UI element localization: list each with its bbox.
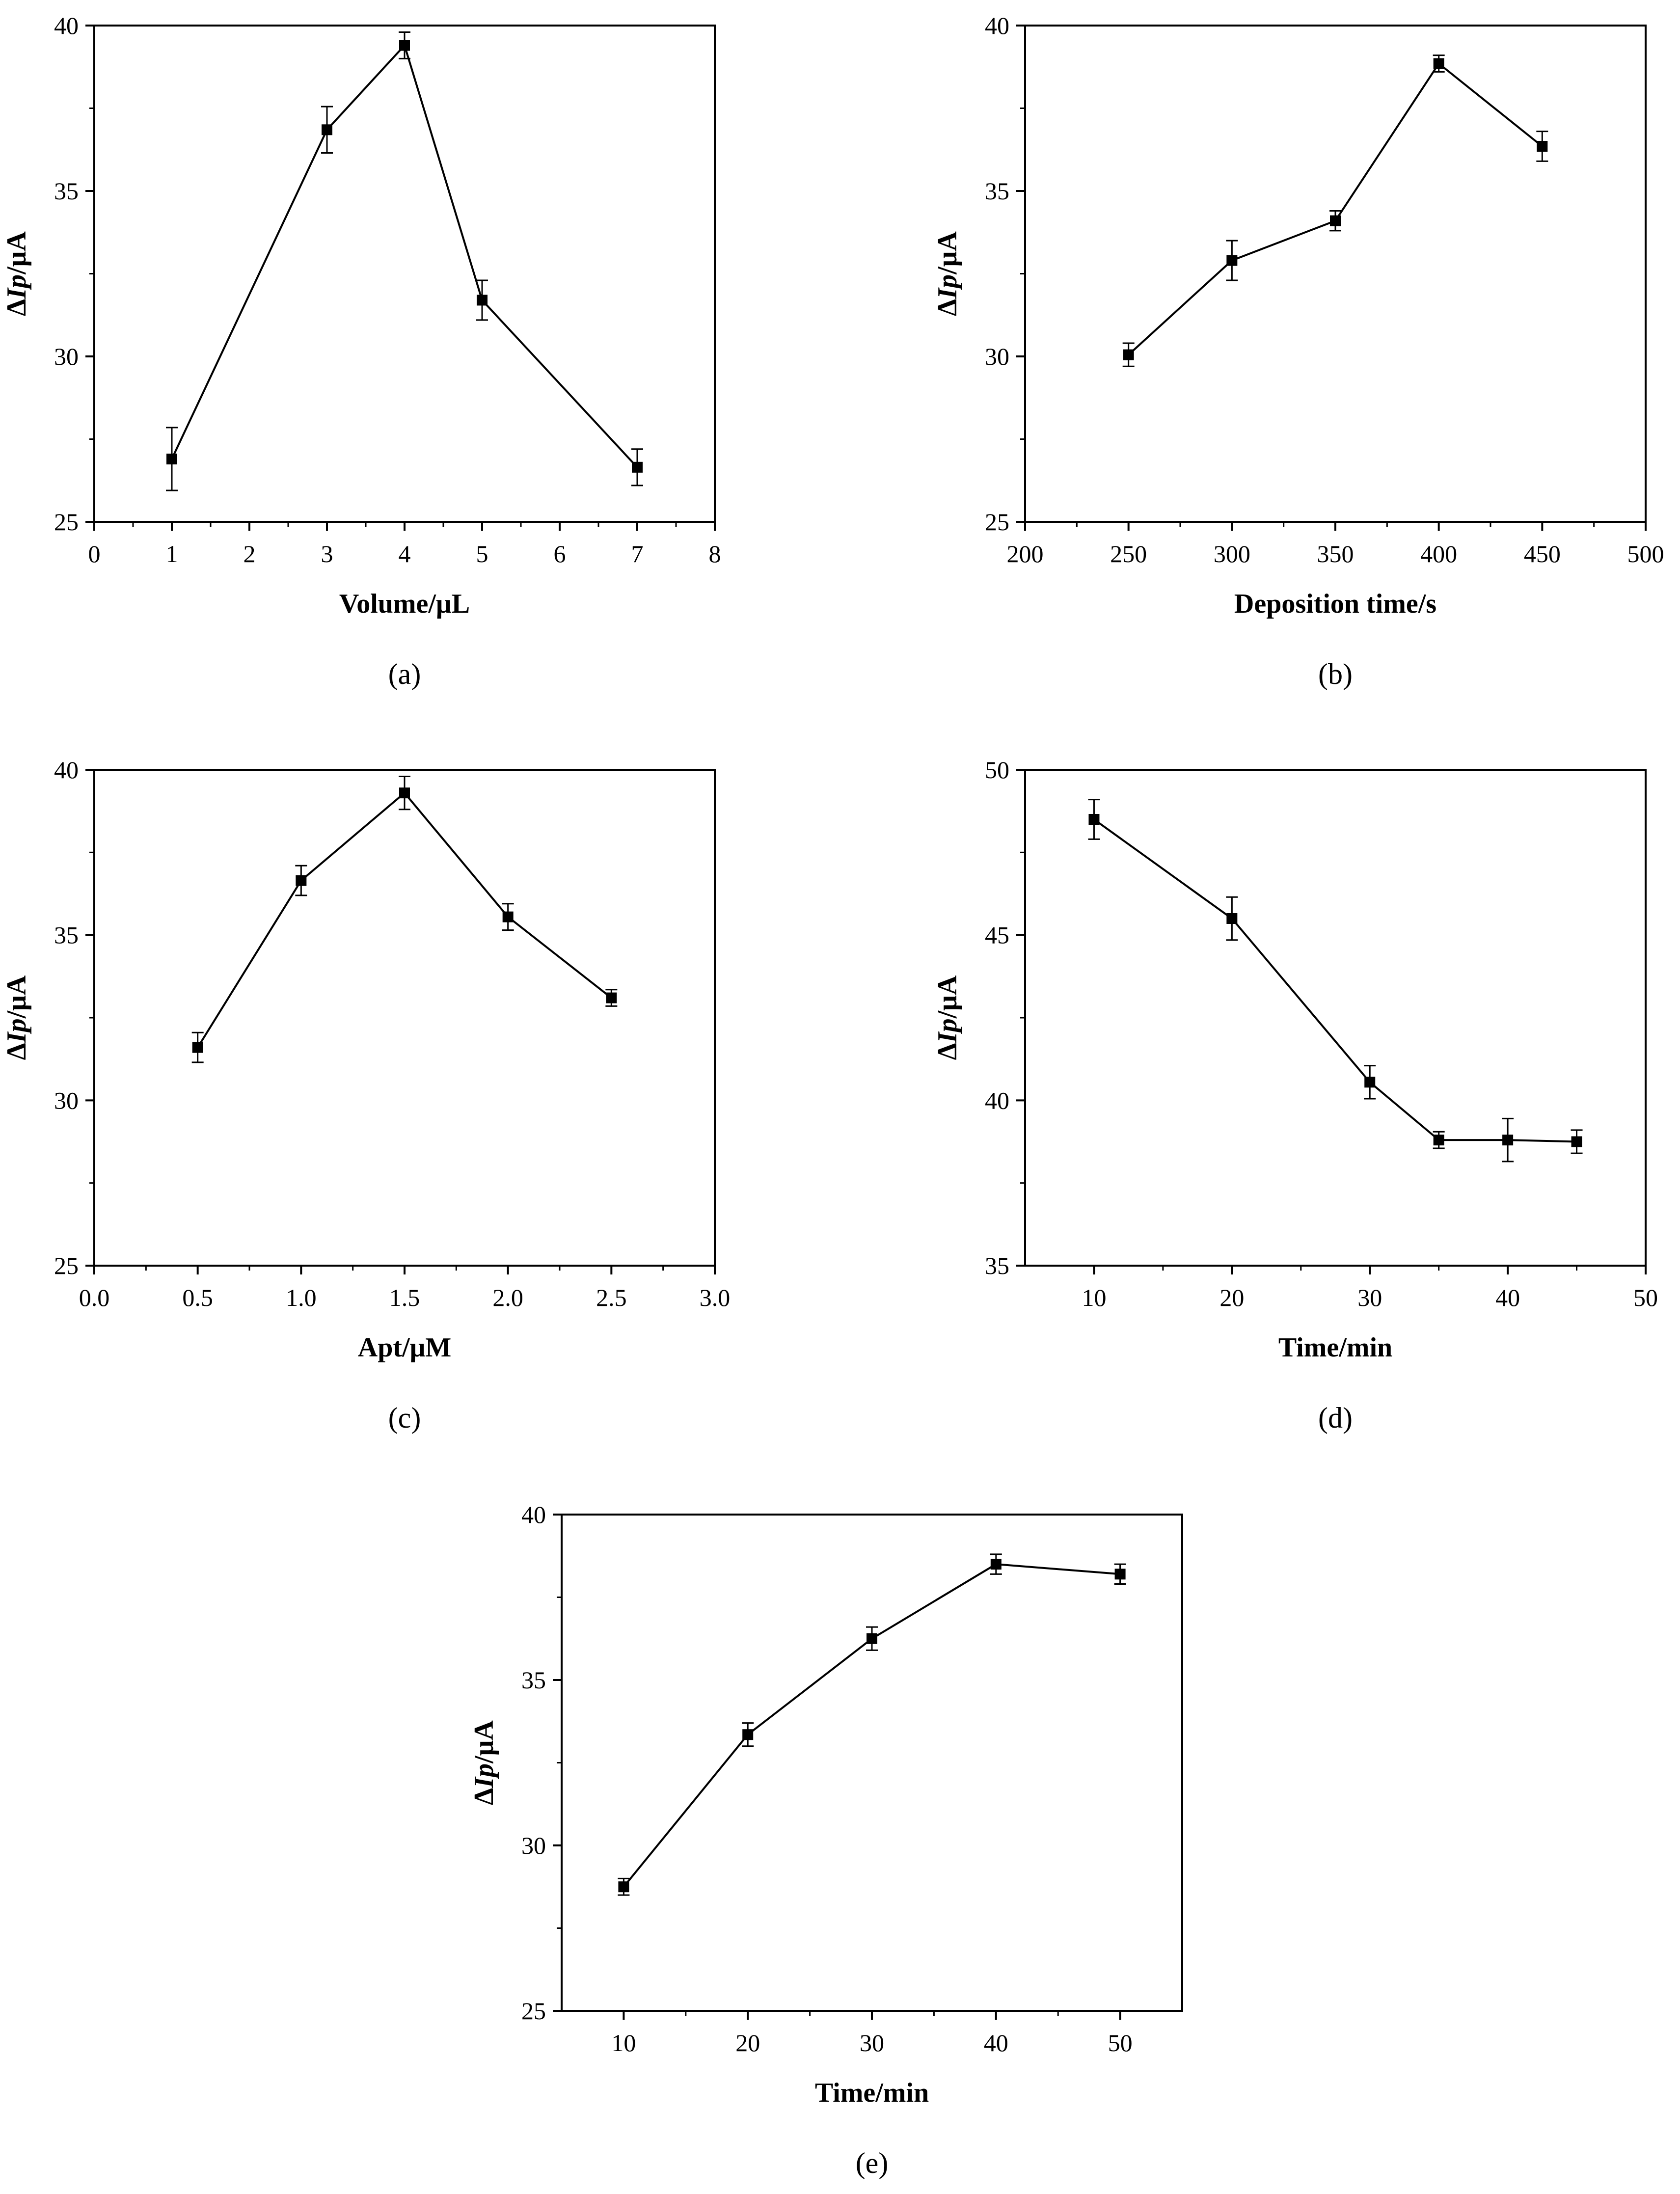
x-tick-label: 30 bbox=[860, 2029, 884, 2057]
plot-frame bbox=[94, 26, 715, 522]
y-tick-label: 50 bbox=[985, 756, 1009, 784]
y-axis-title-prefix: Δ bbox=[932, 298, 963, 316]
y-axis-title bbox=[1, 975, 32, 1060]
x-tick-label: 50 bbox=[1633, 1284, 1658, 1311]
data-point bbox=[1434, 1135, 1444, 1145]
data-point bbox=[1364, 1077, 1375, 1087]
data-point bbox=[1226, 255, 1237, 266]
chart-panel-5 bbox=[469, 1501, 1182, 2179]
x-tick-label: 2.5 bbox=[596, 1284, 627, 1311]
y-tick-label: 40 bbox=[985, 12, 1009, 39]
x-tick-label: 3 bbox=[321, 540, 333, 568]
x-tick-label: 450 bbox=[1523, 540, 1561, 568]
y-axis-title-unit: /μA bbox=[1, 975, 32, 1019]
data-point bbox=[399, 787, 410, 798]
x-tick-label: 1.5 bbox=[389, 1284, 420, 1311]
y-axis-title-prefix: Δ bbox=[1, 298, 32, 316]
x-tick-label: 30 bbox=[1357, 1284, 1382, 1311]
panel-label: (a) bbox=[388, 658, 421, 690]
plot-frame bbox=[1025, 770, 1646, 1266]
data-point bbox=[606, 993, 617, 1003]
x-tick-label: 8 bbox=[708, 540, 721, 568]
data-point bbox=[296, 875, 306, 886]
x-tick-label: 0.5 bbox=[182, 1284, 213, 1311]
y-axis-title bbox=[932, 231, 963, 316]
plot-frame bbox=[94, 770, 715, 1266]
x-tick-label: 2.0 bbox=[492, 1284, 523, 1311]
y-tick-label: 30 bbox=[54, 1086, 79, 1114]
x-tick-label: 7 bbox=[631, 540, 644, 568]
plot-frame bbox=[1025, 26, 1646, 522]
x-axis-title: Apt/μM bbox=[357, 1332, 452, 1363]
x-tick-label: 350 bbox=[1317, 540, 1354, 568]
y-axis-title-unit: /μA bbox=[932, 231, 963, 274]
chart-panel-4 bbox=[932, 756, 1658, 1434]
y-axis-title-variable: Ip bbox=[1, 274, 32, 299]
y-tick-label: 25 bbox=[521, 1997, 546, 2025]
data-point bbox=[742, 1729, 753, 1740]
data-point bbox=[1537, 141, 1547, 152]
x-axis-title: Deposition time/s bbox=[1234, 589, 1437, 619]
y-tick-label: 40 bbox=[985, 1086, 1009, 1114]
data-point bbox=[399, 40, 410, 51]
x-tick-label: 300 bbox=[1213, 540, 1250, 568]
data-point bbox=[166, 454, 177, 464]
x-tick-label: 0.0 bbox=[79, 1284, 110, 1311]
data-point bbox=[477, 295, 488, 305]
y-tick-label: 25 bbox=[985, 508, 1009, 536]
y-axis-title-prefix: Δ bbox=[1, 1043, 32, 1060]
x-tick-label: 500 bbox=[1627, 540, 1664, 568]
x-tick-label: 5 bbox=[476, 540, 488, 568]
x-tick-label: 400 bbox=[1420, 540, 1458, 568]
data-point bbox=[1226, 913, 1237, 924]
chart-panel-1 bbox=[1, 12, 721, 690]
y-tick-label: 35 bbox=[985, 177, 1009, 205]
data-point bbox=[192, 1042, 203, 1053]
y-tick-label: 25 bbox=[54, 508, 79, 536]
x-tick-label: 10 bbox=[611, 2029, 636, 2057]
data-point bbox=[1088, 814, 1099, 825]
data-point bbox=[1434, 58, 1444, 69]
data-point bbox=[618, 1881, 629, 1892]
y-axis-title-unit: /μA bbox=[1, 231, 32, 274]
x-tick-label: 0 bbox=[88, 540, 101, 568]
data-point bbox=[632, 462, 643, 473]
x-tick-label: 20 bbox=[735, 2029, 760, 2057]
data-point bbox=[1330, 216, 1341, 226]
chart-panel-3 bbox=[1, 756, 730, 1434]
y-axis-title-prefix: Δ bbox=[469, 1788, 499, 1805]
data-point bbox=[991, 1559, 1002, 1570]
y-axis-title-variable: Ip bbox=[932, 274, 963, 299]
y-tick-label: 35 bbox=[521, 1666, 546, 1694]
y-axis-title-prefix: Δ bbox=[932, 1043, 963, 1060]
data-point bbox=[1115, 1569, 1126, 1579]
series-line bbox=[1094, 819, 1576, 1142]
y-axis-title bbox=[469, 1720, 499, 1805]
x-tick-label: 2 bbox=[243, 540, 256, 568]
panel-label: (c) bbox=[388, 1402, 421, 1434]
data-point bbox=[322, 124, 332, 135]
data-point bbox=[1502, 1135, 1513, 1145]
y-axis-title bbox=[932, 975, 963, 1060]
panel-label: (d) bbox=[1318, 1402, 1353, 1434]
series-line bbox=[198, 793, 612, 1048]
panel-label: (e) bbox=[855, 2147, 889, 2179]
y-tick-label: 35 bbox=[54, 177, 79, 205]
y-tick-label: 35 bbox=[54, 921, 79, 949]
y-tick-label: 40 bbox=[521, 1501, 546, 1528]
series-line bbox=[623, 1564, 1120, 1887]
y-tick-label: 30 bbox=[54, 343, 79, 370]
x-tick-label: 6 bbox=[553, 540, 566, 568]
x-tick-label: 20 bbox=[1219, 1284, 1245, 1311]
x-tick-label: 250 bbox=[1110, 540, 1147, 568]
x-tick-label: 40 bbox=[983, 2029, 1008, 2057]
y-tick-label: 25 bbox=[54, 1252, 79, 1279]
y-axis-title bbox=[1, 231, 32, 316]
data-point bbox=[867, 1633, 877, 1644]
x-tick-label: 40 bbox=[1495, 1284, 1520, 1311]
y-axis-title-variable: Ip bbox=[469, 1763, 499, 1788]
y-tick-label: 40 bbox=[54, 756, 79, 784]
y-axis-title-unit: /μA bbox=[932, 975, 963, 1019]
data-point bbox=[503, 912, 514, 922]
x-axis-title: Volume/μL bbox=[339, 589, 470, 619]
y-tick-label: 40 bbox=[54, 12, 79, 39]
y-tick-label: 45 bbox=[985, 921, 1009, 949]
data-point bbox=[1123, 350, 1134, 360]
plot-frame bbox=[562, 1515, 1182, 2011]
x-tick-label: 1.0 bbox=[286, 1284, 317, 1311]
x-tick-label: 10 bbox=[1082, 1284, 1107, 1311]
x-tick-label: 3.0 bbox=[699, 1284, 731, 1311]
y-axis-title-variable: Ip bbox=[932, 1018, 963, 1043]
chart-panel-2 bbox=[932, 12, 1664, 690]
y-tick-label: 30 bbox=[521, 1832, 546, 1859]
y-tick-label: 35 bbox=[985, 1252, 1009, 1279]
x-axis-title: Time/min bbox=[814, 2078, 929, 2108]
panel-label: (b) bbox=[1318, 658, 1353, 690]
data-point bbox=[1572, 1137, 1582, 1147]
series-line bbox=[172, 45, 637, 467]
y-tick-label: 30 bbox=[985, 343, 1009, 370]
series-line bbox=[1129, 64, 1543, 355]
y-axis-title-unit: /μA bbox=[469, 1720, 499, 1763]
x-tick-label: 4 bbox=[398, 540, 411, 568]
y-axis-title-variable: Ip bbox=[1, 1018, 32, 1043]
x-axis-title: Time/min bbox=[1278, 1332, 1393, 1363]
x-tick-label: 50 bbox=[1108, 2029, 1133, 2057]
x-tick-label: 200 bbox=[1006, 540, 1044, 568]
x-tick-label: 1 bbox=[165, 540, 178, 568]
